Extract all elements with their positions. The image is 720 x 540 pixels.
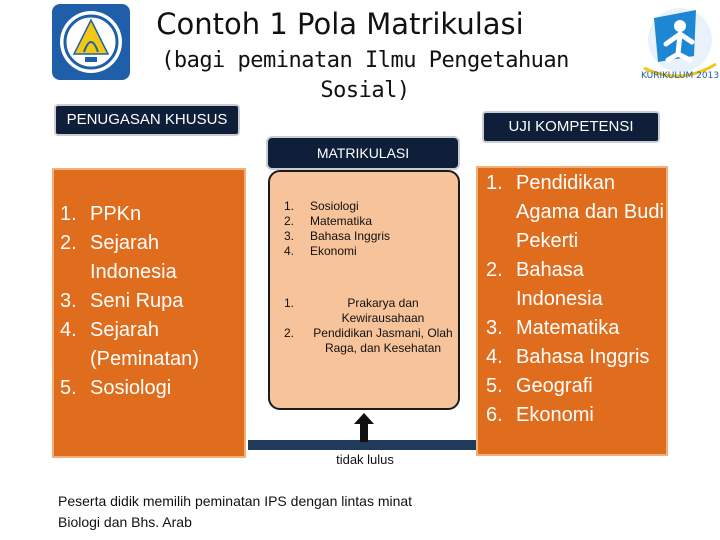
list-item [60, 316, 250, 374]
matrikulasi-list-a [284, 199, 454, 259]
list-item [486, 401, 676, 430]
matrikulasi-list-b [284, 296, 456, 356]
list-item [60, 200, 250, 229]
list-item [486, 372, 676, 401]
list-number: 2. [284, 214, 295, 228]
list-number: 1. [486, 172, 503, 194]
list-text: Pendidikan Jasmani, Olah Raga, dan Kesehatan [313, 326, 453, 355]
tidak-lulus-label: tidak lulus [336, 452, 394, 467]
list-item [60, 229, 250, 287]
list-item [284, 326, 456, 356]
list-number: 1. [60, 203, 77, 225]
list-number: 4. [60, 319, 77, 341]
list-number: 3. [284, 229, 295, 243]
list-text: Seni Rupa [90, 290, 184, 312]
list-item [486, 314, 676, 343]
list-number: 5. [60, 377, 77, 399]
list-item [284, 229, 454, 244]
list-item [284, 296, 456, 326]
penugasan-khusus-box: PENUGASAN KHUSUS [54, 104, 240, 136]
kurikulum-logo-text: KURIKULUM 2013 [640, 71, 720, 81]
list-number: 6. [486, 404, 503, 426]
list-text: Sejarah Indonesia [90, 232, 177, 283]
list-text: Matematika [310, 214, 373, 228]
uji-kompetensi-panel [476, 166, 668, 456]
list-number: 2. [60, 232, 77, 254]
up-arrow-icon [353, 412, 375, 442]
list-number: 1. [284, 296, 295, 310]
list-number: 2. [284, 326, 295, 340]
list-text: Sejarah (Peminatan) [90, 319, 199, 370]
penugasan-khusus-list [60, 200, 250, 403]
list-text: Sosiologi [310, 199, 359, 213]
list-number: 5. [486, 375, 503, 397]
penugasan-khusus-panel [52, 168, 246, 458]
list-text: Geografi [516, 375, 593, 397]
list-text: Sosiologi [90, 377, 172, 399]
list-item [486, 343, 676, 372]
list-item [60, 374, 250, 403]
list-text: Pendidikan Agama dan Budi Pekerti [516, 172, 664, 252]
list-number: 3. [60, 290, 77, 312]
list-text: Ekonomi [310, 244, 357, 258]
list-number: 2. [486, 259, 503, 281]
matrikulasi-panel [268, 170, 460, 410]
footer-note: Peserta didik memilih peminatan IPS dengan lintas minat Biologi dan Bhs. Arab [58, 493, 413, 530]
list-text: Bahasa Inggris [516, 346, 650, 368]
list-item [486, 256, 676, 314]
list-number: 1. [284, 199, 295, 213]
list-text: Bahasa Indonesia [516, 259, 603, 310]
list-item [284, 244, 454, 259]
list-item [486, 169, 676, 256]
uji-kompetensi-list [486, 169, 676, 430]
list-number: 4. [284, 244, 295, 258]
list-text: Matematika [516, 317, 620, 339]
list-text: Prakarya dan Kewirausahaan [341, 296, 425, 325]
list-item [284, 214, 454, 229]
page-subtitle: (bagi peminatan Ilmu Pengetahuan Sosial) [161, 48, 569, 103]
list-number: 4. [486, 346, 503, 368]
uji-kompetensi-box: UJI KOMPETENSI [482, 111, 660, 143]
list-text: PPKn [90, 203, 142, 225]
list-text: Bahasa Inggris [310, 229, 391, 243]
list-text: Ekonomi [516, 404, 594, 426]
kurikulum-2013-logo [636, 4, 720, 82]
matrikulasi-box: MATRIKULASI [266, 136, 460, 170]
list-item [284, 199, 454, 214]
page-title: Contoh 1 Pola Matrikulasi [156, 7, 524, 41]
list-number: 3. [486, 317, 503, 339]
list-item [60, 287, 250, 316]
